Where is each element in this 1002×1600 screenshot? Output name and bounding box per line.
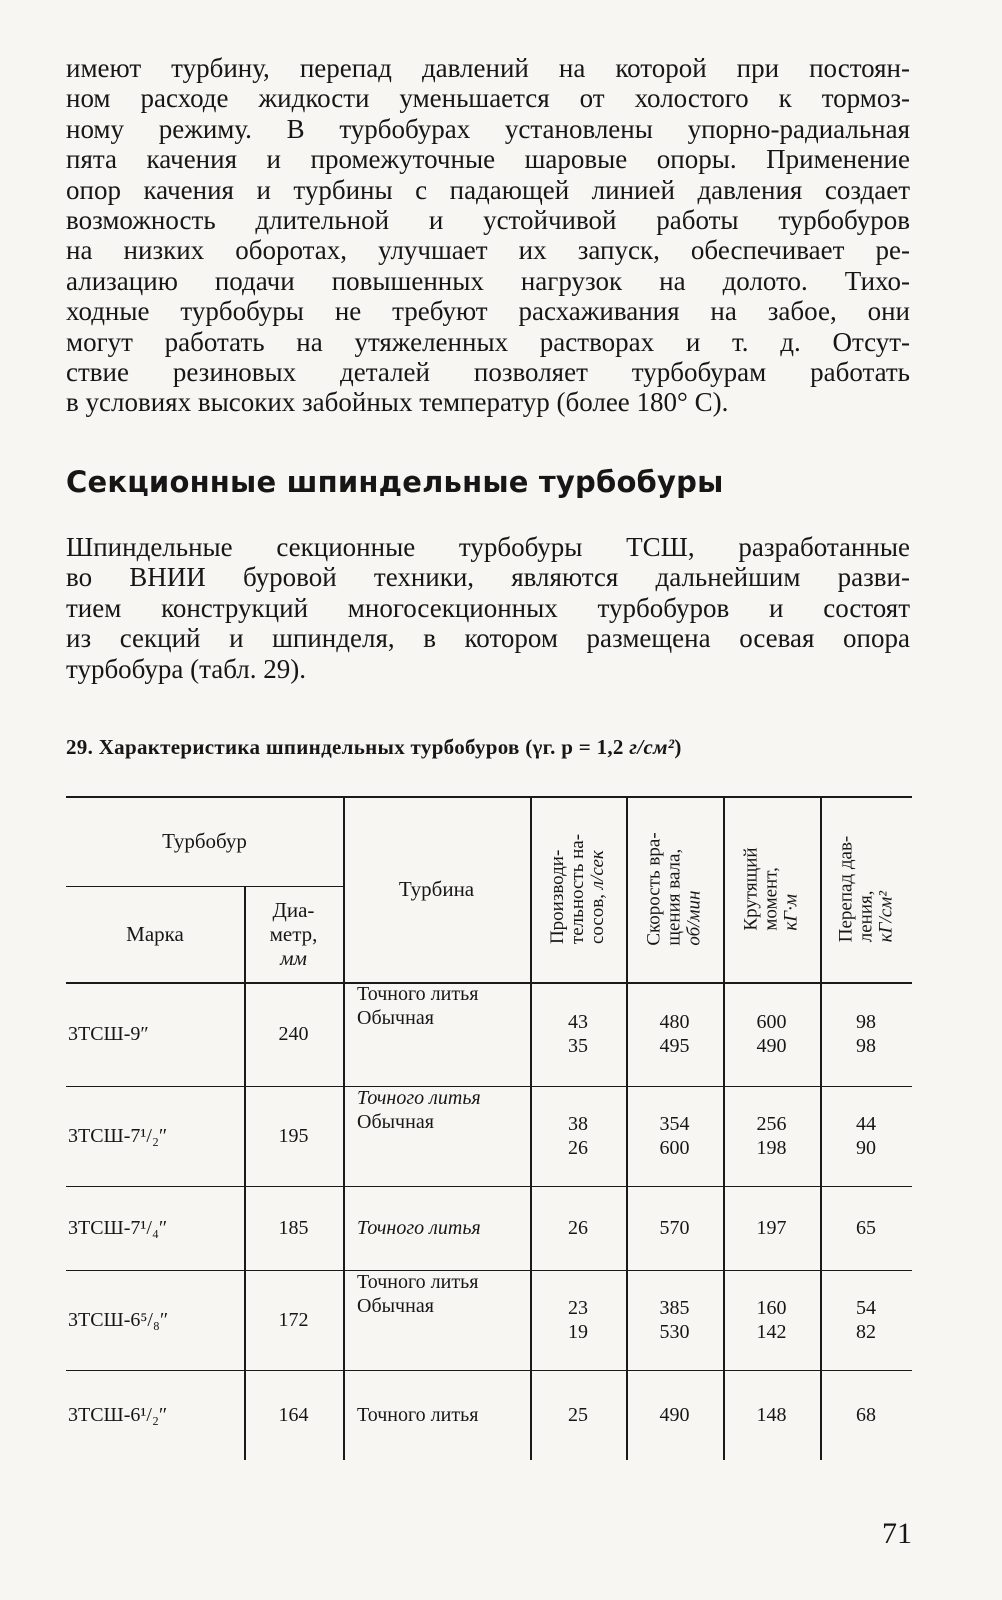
value: 54: [856, 1297, 876, 1319]
cell-speed: [626, 982, 723, 1086]
value: 26: [568, 1137, 588, 1159]
turbine-type: Точного литья: [357, 1087, 481, 1109]
value: 530: [659, 1321, 690, 1343]
cell-mark: 3ТСШ-7¹/₂″: [68, 1125, 168, 1147]
cell-pressure: [820, 982, 912, 1086]
header-torque: [723, 796, 820, 982]
header-turbine: Турбина: [398, 877, 475, 901]
spec-table: [66, 796, 912, 1460]
turbine-type: Точного литья: [357, 1404, 479, 1426]
text-line: из секций и шпинделя, в котором размещена осевая опора: [66, 623, 910, 654]
value: 38: [568, 1113, 588, 1135]
header-flow-line: тельность на-: [567, 833, 589, 945]
table-title: Характеристика шпиндельных турбобуров: [98, 735, 520, 759]
value: 90: [856, 1137, 876, 1159]
cell-torque: [723, 982, 820, 1086]
cell-pressure: 68: [856, 1404, 876, 1426]
value: 600: [659, 1137, 690, 1159]
text-line: возможность длительной и устойчивой работы турбобуров: [66, 205, 910, 236]
header-flow-line: сосов,: [587, 893, 609, 945]
value: 142: [756, 1321, 787, 1343]
text-line: турбобура (табл. 29).: [66, 653, 307, 684]
table-density-close: ): [674, 735, 682, 759]
header-pressure-line: Перепад дав-: [835, 835, 857, 943]
value: 256: [756, 1113, 787, 1135]
value: 480: [659, 1011, 690, 1033]
header-pressure-line: ления,: [855, 890, 877, 943]
cell-speed: 570: [659, 1217, 690, 1239]
value: 495: [659, 1035, 690, 1057]
cell-turbine: [343, 1186, 530, 1270]
value: 600: [756, 1011, 787, 1033]
turbine-type: Обычная: [357, 1295, 434, 1317]
header-pressure: [820, 796, 912, 982]
cell-mark: 3ТСШ-7¹/₄″: [68, 1217, 168, 1239]
text-line: пята качения и промежуточные шаровые опоры. Применение: [66, 144, 910, 175]
paragraph-turbodrill-features: [66, 53, 910, 418]
text-line: ходные турбобуры не требуют расхаживания на забое, они: [66, 296, 910, 327]
turbine-type: Обычная: [357, 1111, 434, 1133]
text-line: могут работать на утяжеленных растворах и т. д. Отсут-: [66, 326, 910, 357]
text-line: опор качения и турбины с падающей линией давления создает: [66, 174, 910, 205]
header-diameter-unit: мм: [280, 946, 307, 970]
turbine-type: Обычная: [357, 1007, 434, 1029]
header-flow-line: Производи-: [547, 849, 569, 945]
header-speed-line: Скорость вра-: [643, 832, 665, 946]
value: 82: [856, 1321, 876, 1343]
cell-turbine: [343, 1086, 530, 1186]
page-number: 71: [882, 1517, 912, 1550]
header-speed-line: щения вала,: [663, 848, 685, 946]
header-pressure-unit: кГ/см²: [875, 891, 897, 943]
cell-turbine: [343, 1370, 530, 1460]
text-line: в условиях высоких забойных температур (более 180° С).: [66, 387, 729, 418]
turbine-type: Точного литья: [357, 1271, 479, 1293]
text-line: ализацию подачи повышенных нагрузок на долото. Тихо-: [66, 265, 910, 296]
header-speed: [626, 796, 723, 982]
header-torque-line: Крутящий: [740, 847, 762, 931]
header-turbodrill: Турбобур: [162, 829, 247, 853]
header-diameter-line: метр,: [269, 922, 318, 946]
value: 385: [659, 1297, 690, 1319]
cell-diameter: 164: [278, 1404, 309, 1426]
turbine-type: Точного литья: [357, 1217, 481, 1239]
section-heading: Секционные шпиндельные турбобуры: [66, 465, 724, 499]
value: 354: [659, 1113, 690, 1135]
text-line: ствие резиновых деталей позволяет турбобурам работать: [66, 357, 910, 388]
turbine-type: Точного литья: [357, 983, 479, 1005]
cell-turbine: [343, 982, 530, 1086]
text-line: на низких оборотах, улучшает их запуск, обеспечивает ре-: [66, 235, 910, 266]
cell-turbine: [343, 1270, 530, 1370]
header-speed-unit: об/мин: [683, 890, 705, 946]
cell-pressure: [820, 1270, 912, 1370]
value: 43: [568, 1011, 588, 1033]
table-number: 29.: [66, 735, 94, 759]
header-diameter-line: Диа-: [272, 898, 315, 922]
header-flow-unit: л/сек: [587, 850, 609, 890]
text-line: ном расходе жидкости уменьшается от холостого к тормоз-: [66, 83, 910, 114]
value: 98: [856, 1011, 876, 1033]
cell-torque: 148: [756, 1404, 787, 1426]
header-diameter: [244, 886, 343, 982]
cell-diameter: 195: [278, 1125, 309, 1147]
paragraph-spindle-turbodrills: [66, 532, 910, 684]
text-line: тием конструкций многосекционных турбобуров и состоят: [66, 592, 910, 623]
cell-flow: 26: [568, 1217, 588, 1239]
text-line: Шпиндельные секционные турбобуры ТСШ, разработанные: [66, 532, 910, 562]
cell-mark: 3ТСШ-6⁵/₈″: [68, 1309, 169, 1331]
cell-mark: 3ТСШ-9″: [68, 1023, 149, 1045]
cell-flow: 25: [568, 1404, 588, 1426]
cell-speed: [626, 1270, 723, 1370]
header-flow: [530, 796, 626, 982]
cell-torque: [723, 1270, 820, 1370]
table-density: (γг. р = 1,2: [525, 735, 630, 759]
cell-flow: [530, 1270, 626, 1370]
value: 35: [568, 1035, 588, 1057]
value: 19: [568, 1321, 588, 1343]
value: 44: [856, 1113, 876, 1135]
cell-speed: [626, 1086, 723, 1186]
text-line: ному режиму. В турбобурах установлены упорно-радиальная: [66, 113, 910, 144]
header-torque-line: момент,: [760, 867, 782, 931]
value: 198: [756, 1137, 787, 1159]
cell-mark: 3ТСШ-6¹/₂″: [68, 1404, 168, 1426]
text-line: имеют турбину, перепад давлений на которой при постоян-: [66, 53, 910, 83]
cell-flow: [530, 982, 626, 1086]
cell-diameter: 172: [278, 1309, 309, 1331]
cell-speed: 490: [659, 1404, 690, 1426]
value: 23: [568, 1297, 588, 1319]
cell-diameter: 240: [278, 1023, 309, 1045]
table-density-unit: г/см²: [629, 735, 675, 759]
table-caption: [66, 735, 916, 760]
value: 490: [756, 1035, 787, 1057]
cell-diameter: 185: [278, 1217, 309, 1239]
cell-torque: [723, 1086, 820, 1186]
value: 98: [856, 1035, 876, 1057]
header-mark: Марка: [126, 922, 184, 946]
cell-pressure: 65: [856, 1217, 876, 1239]
value: 160: [756, 1297, 787, 1319]
cell-flow: [530, 1086, 626, 1186]
cell-pressure: [820, 1086, 912, 1186]
cell-torque: 197: [756, 1217, 787, 1239]
header-torque-unit: кГ·м: [780, 894, 802, 931]
text-line: во ВНИИ буровой техники, являются дальнейшим разви-: [66, 562, 910, 593]
